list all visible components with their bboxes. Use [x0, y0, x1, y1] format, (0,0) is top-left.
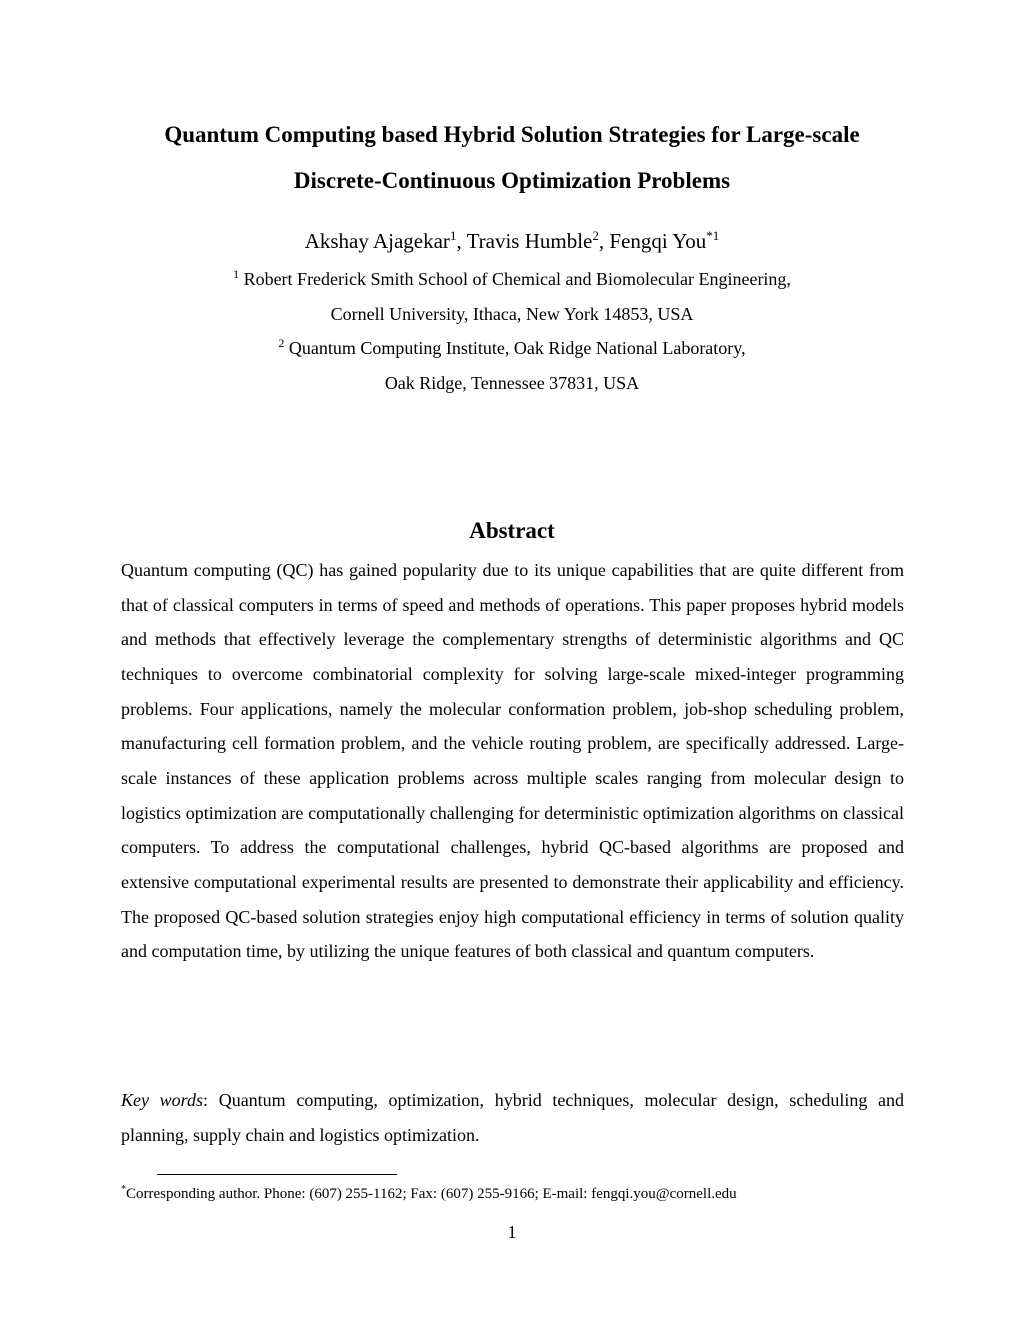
affiliation-2-line-2: Oak Ridge, Tennessee 37831, USA [384, 372, 640, 393]
affiliation-text: Quantum Computing Institute, Oak Ridge National Laboratory, [288, 338, 746, 358]
paper-title [0, 112, 1024, 204]
abstract-heading: Abstract [469, 518, 555, 543]
affiliation-marker: 2 [278, 336, 285, 350]
affiliation-marker: 1 [233, 267, 240, 281]
author-separator: , [456, 229, 467, 253]
affiliation-text: Robert Frederick Smith School of Chemical and Biomolecular Engineering, [243, 269, 791, 289]
author-affiliation-marker: 1 [449, 228, 457, 243]
affiliation-1-line-1 [0, 262, 1024, 297]
footnote-divider [157, 1174, 397, 1175]
author-name: Fengqi You [609, 229, 707, 253]
title-line-1: Quantum Computing based Hybrid Solution Strategies for Large-scale [164, 122, 860, 147]
abstract-body: Quantum computing (QC) has gained popularity due to its unique capabilities that are quite different from that of classical computers in terms of speed and methods of operations. This paper proposes hybrid models and methods that effectively leverage the complementary strengths of deterministic algorithms and QC techniques to overcome combinatorial complexity for solving large-scale mixed-integer programming problems. Four applications, namely the molecular conformation problem, job-shop scheduling problem, manufacturing cell formation problem, and the vehicle routing problem, are specifically addressed. Large-scale instances of these application problems across multiple scales ranging from molecular design to logistics optimization are computationally challenging for deterministic optimization algorithms on classical computers. To address the computational challenges, hybrid QC-based algorithms are proposed and extensive computational experimental results are presented to demonstrate their applicability and efficiency. The proposed QC-based solution strategies enjoy high computational efficiency in terms of solution quality and computation time, by utilizing the unique features of both classical and quantum computers. [121, 560, 904, 962]
affiliation-1-line-2: Cornell University, Ithaca, New York 14853, USA [330, 303, 694, 324]
author-affiliation-marker: 2 [592, 228, 599, 243]
footnote-marker: * [121, 1184, 126, 1195]
author-list [0, 226, 1024, 256]
keywords-text: : Quantum computing, optimization, hybrid techniques, molecular design, scheduling and planning, supply chain and logistics optimization. [121, 1090, 904, 1145]
author-affiliation-marker: *1 [706, 228, 720, 243]
affiliations [0, 262, 1024, 400]
keywords [121, 1083, 904, 1152]
author-separator: , [598, 229, 610, 253]
page-number: 1 [507, 1222, 517, 1242]
affiliation-2-line-1 [0, 331, 1024, 366]
footnote-text: Corresponding author. Phone: (607) 255-1162; Fax: (607) 255-9166; E-mail: fengqi.you@cornell.edu [126, 1186, 737, 1202]
keywords-label: Key words [121, 1090, 204, 1110]
author-name: Akshay Ajagekar [304, 229, 450, 253]
title-line-2: Discrete-Continuous Optimization Problems [293, 168, 731, 193]
author-name: Travis Humble [466, 229, 593, 253]
footnote [121, 1183, 904, 1205]
